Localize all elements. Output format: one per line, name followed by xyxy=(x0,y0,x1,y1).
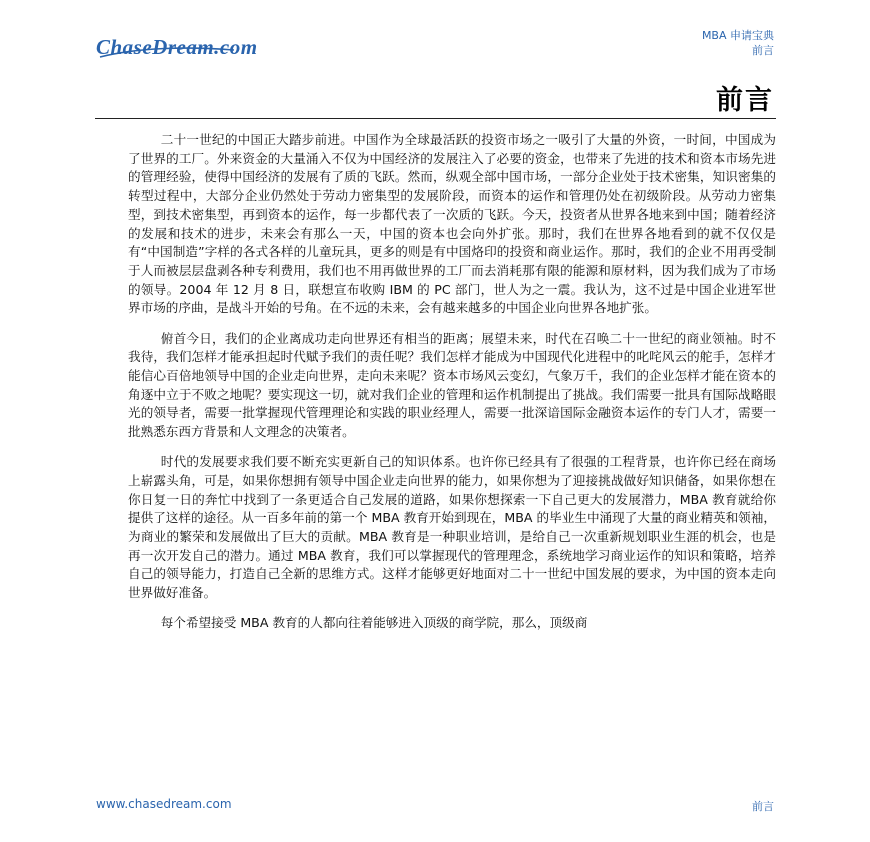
paragraph: 俯首今日，我们的企业离成功走向世界还有相当的距离；展望未来，时代在召唤二十一世纪的商业领袖。时不我待，我们怎样才能承担起时代赋予我们的责任呢？我们怎样才能成为中国现代化进程中的叱咤风云的舵手，怎样才能信心百倍地领导中国的企业走向世界，走向未来呢？资本市场风云变幻，气象万千，我们的企业怎样才能在资本的角逐中立于不败之地呢？要实现这一切，就对我们企业的管理和运作机制提出了挑战。我们需要一批具有国际战略眼光的领导者，需要一批掌握现代管理理论和实践的职业经理人，需要一批深谙国际金融资本运作的专门人才，需要一批熟悉东西方背景和人文理念的决策者。 xyxy=(128,330,776,440)
paragraph: 每个希望接受 MBA 教育的人都向往着能够进入顶级的商学院，那么，顶级商 xyxy=(160,615,588,631)
footer-section-label: 前言 xyxy=(752,800,774,813)
footer-url: www.chasedream.com xyxy=(96,797,232,811)
paragraph: 二十一世纪的中国正大踏步前进。中国作为全球最活跃的投资市场之一吸引了大量的外资，一时间，中国成为了世界的工厂。外来资金的大量涌入不仅为中国经济的发展注入了必要的资金，也带来了先进的技术和资本市场先进的管理经验，使得中国经济的发展有了质的飞跃。然而，纵观全部中国市场，一部分企业处于技术密集，知识密集的转型过程中，大部分企业仍然处于劳动力密集型的发展阶段，而资本的运作和管理仍处在初级阶段。从劳动力密集型，到技术密集型，再到资本的运作，每一步都代表了一次质的飞跃。今天，投资者从世界各地来到中国；随着经济的发展和技术的进步，未来会有那么一天，中国的资本也会向外扩张。那时，我们在世界各地看到的就不仅仅是有“中国制造”字样的各式各样的儿童玩具，更多的则是有中国烙印的投资和商业运作。那时，我们的企业不用再受制于人而被层层盘剥各种专利费用，我们也不用再做世界的工厂而去消耗那有限的能源和原材料，因为我们成为了市场的领导。2004 年 12 月 8 日，联想宣布收购 IBM 的 PC 部门，世人为之一震。我认为，这不过是中国企业进军世界市场的序曲，是战斗开始的号角。在不远的未来，会有越来越多的中国企业向世界各地扩张。 xyxy=(128,132,776,316)
chasedream-logo: ChaseDream.com xyxy=(96,35,258,59)
running-header xyxy=(702,28,774,58)
header-section-label: 前言 xyxy=(752,44,774,57)
paragraph: 时代的发展要求我们要不断充实更新自己的知识体系。也许你已经具有了很强的工程背景，也许你已经在商场上崭露头角，可是，如果你想拥有领导中国企业走向世界的能力，如果你想为了迎接挑战做好知识储备，如果你想在你日复一日的奔忙中找到了一条更适合自己发展的道路，如果你想探索一下自己更大的发展潜力，MBA 教育就给你提供了这样的途径。从一百多年前的第一个 MBA 教育开始到现在，MBA 的毕业生中涌现了大量的商业精英和领袖，为商业的繁荣和发展做出了巨大的贡献。MBA 教育是一种职业培训，是给自己一次重新规划职业生涯的机会，也是再一次开发自己的潜力。通过 MBA 教育，我们可以掌握现代的管理理念，系统地学习商业运作的知识和策略，培养自己的领导能力，打造自己全新的思维方式。这样才能够更好地面对二十一世纪中国发展的要求，为中国的资本走向世界做好准备。 xyxy=(128,454,776,601)
body-text xyxy=(128,131,776,645)
page-title: 前言 xyxy=(716,85,774,116)
title-divider xyxy=(95,118,776,119)
book-title: MBA 申请宝典 xyxy=(701,29,774,42)
